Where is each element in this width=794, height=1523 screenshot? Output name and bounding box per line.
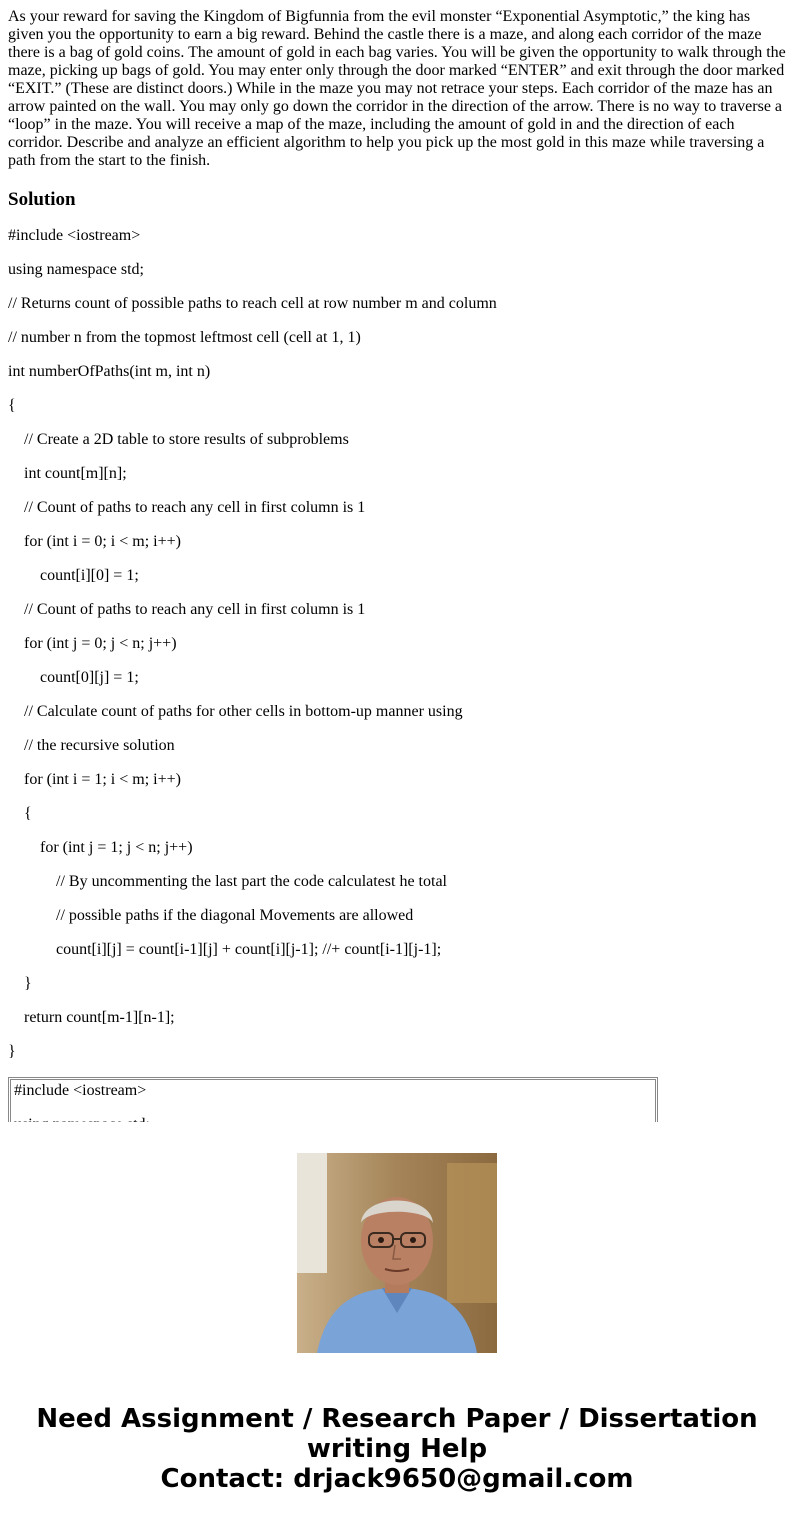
code-line: for (int i = 1; i < m; i++) [8,771,181,788]
code-line: } [8,975,32,992]
code-line: #include <iostream> [8,227,141,244]
code-line: { [8,805,32,822]
code-line: return count[m-1][n-1]; [8,1009,175,1026]
solution-heading: Solution [8,189,76,210]
code-line: // the recursive solution [8,737,175,754]
code-line: using namespace std; [8,261,144,278]
code-line: { [8,397,16,414]
code-line: int numberOfPaths(int m, int n) [8,363,211,380]
code-line: for (int i = 0; i < m; i++) [8,533,181,550]
code-line: // number n from the topmost leftmost cell (cell at 1, 1) [8,329,361,346]
promo-footer [0,1122,794,1523]
promo-line-1: Need Assignment / Research Paper / Dissertation [36,1404,758,1434]
code-line: // By uncommenting the last part the code calculatest he total [8,873,447,890]
code-line: count[i][0] = 1; [8,567,139,584]
code-line: // Returns count of possible paths to reach cell at row number m and column [8,295,497,312]
code-line: for (int j = 0; j < n; j++) [8,635,177,652]
author-portrait-image [297,1153,497,1353]
author-photo [297,1153,497,1353]
promo-line-2: writing Help [306,1434,488,1464]
code-line: // Calculate count of paths for other cells in bottom-up manner using [8,703,463,720]
code-line: count[0][j] = 1; [8,669,139,686]
code-line: // possible paths if the diagonal Movements are allowed [8,907,414,924]
code-listing [8,227,786,1061]
code-line: } [8,1043,16,1060]
code-line: // Count of paths to reach any cell in first column is 1 [8,499,366,516]
promo-text [0,1404,794,1494]
code-line: // Count of paths to reach any cell in first column is 1 [8,601,366,618]
question-text: As your reward for saving the Kingdom of Bigfunnia from the evil monster “Exponential Asymptotic,” the king has given you the opportunity to earn a big reward. Behind the castle there is a maze, and along each corridor of the maze there is a bag of gold coins. The amount of gold in each bag varies. You will be given the opportunity to walk through the maze, picking up bags of gold. You may enter only through the door marked “ENTER” and exit through the door marked “EXIT.” (These are distinct doors.) While in the maze you may not retrace your steps. Each corridor of the maze has an arrow painted on the wall. You may only go down the corridor in the direction of the arrow. There is no way to traverse a “loop” in the maze. You will receive a map of the maze, including the amount of gold in and the direction of each corridor. Describe and analyze an efficient algorithm to help you pick up the most gold in this maze while traversing a path from the start to the finish. [8,8,786,169]
code-line: count[i][j] = count[i-1][j] + count[i][j-1]; //+ count[i-1][j-1]; [8,941,442,958]
boxed-code-line: #include <iostream> [14,1082,147,1099]
promo-line-3: Contact: drjack9650@gmail.com [160,1464,634,1494]
code-line: for (int j = 1; j < n; j++) [8,839,193,856]
code-line: // Create a 2D table to store results of subproblems [8,431,349,448]
code-line: int count[m][n]; [8,465,127,482]
